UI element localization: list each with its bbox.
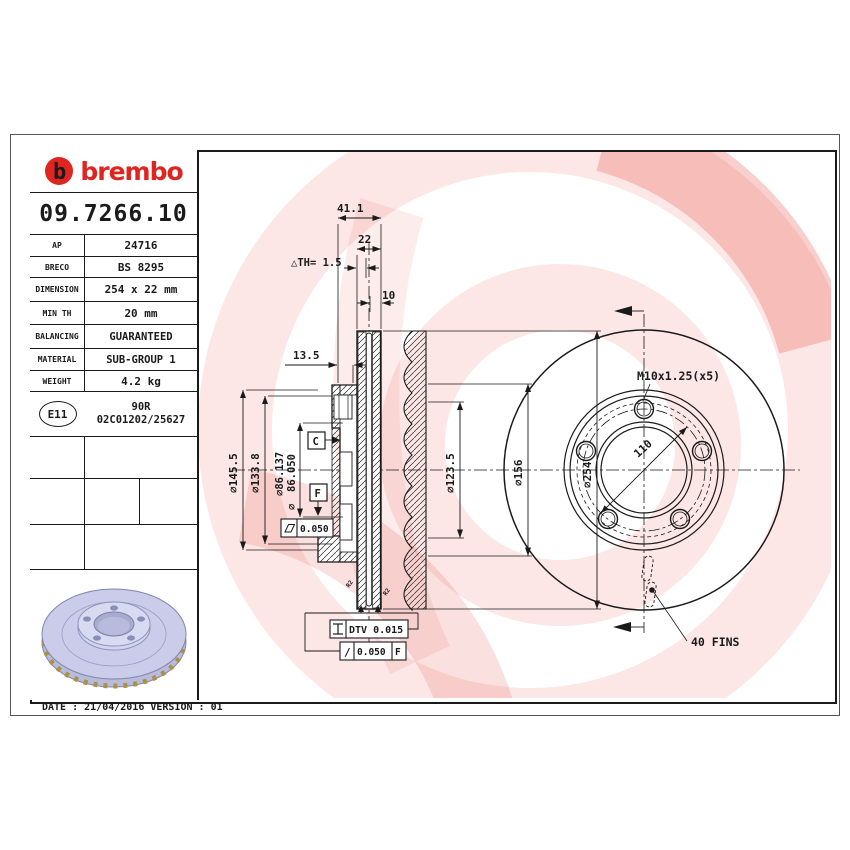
dim-wear-limit: △TH= 1.5 [291,257,342,269]
dia-133-8: ∅133.8 [249,453,262,493]
svg-text:C: C [312,436,319,448]
bolt-hole-section [334,395,352,419]
fins-leader [653,591,687,641]
dia-254: ∅254 [581,461,594,488]
row-label: WEIGHT [30,371,85,391]
table-row [30,235,197,257]
dim-offset: 13.5 [293,349,320,362]
svg-text:F: F [395,647,401,658]
empty-row [30,437,197,479]
vent-fins-section [404,331,426,610]
row-label: MATERIAL [30,349,85,370]
dtv-frame [330,620,408,638]
date-version: DATE : 21/04/2016 VERSION : 01 [42,702,223,713]
row-value: 4.2 kg [121,374,161,388]
product-photo-cell [30,570,197,700]
table-row [30,257,197,278]
row-label: BALANCING [30,325,85,348]
radius-note-left: R2 [344,579,355,590]
dia-156: ∅156 [512,459,525,486]
dim-plate: 10 [382,289,396,302]
row-value: GUARANTEED [109,330,173,343]
table-row [30,278,197,302]
technical-drawing [199,152,831,698]
flatness-frame [281,519,333,537]
homologation-row [30,392,197,437]
brembo-watermark [235,152,825,698]
table-row [30,371,197,392]
row-value: SUB-GROUP 1 [106,353,176,366]
logo-cell [30,150,197,193]
part-number: 09.7266.10 [30,193,197,235]
row-label: BRECO [30,257,85,277]
table-row [30,325,197,349]
e-mark: E11 [39,401,77,427]
homologation-line1: 90R [131,400,151,413]
svg-text:F: F [314,488,321,500]
row-label: MIN TH [30,302,85,324]
svg-text:b: b [53,160,67,185]
empty-row [30,525,197,570]
row-label: AP [30,235,85,256]
vent-channel [366,333,371,606]
dia-86-hi: ∅86.137 [274,451,286,496]
runout-icon: / [344,646,351,659]
thread-label: M10x1.25(x5) [637,369,721,383]
dia-123-5: ∅123.5 [444,453,457,493]
brembo-logo-text: brembo [80,156,183,186]
row-value: BS 8295 [117,260,165,274]
svg-text:DTV 0.015: DTV 0.015 [349,625,404,636]
empty-row [30,479,197,525]
bcd-label: 110 [631,437,655,461]
row-value: 20 mm [124,306,158,320]
brake-disc-photo [30,570,197,700]
table-row [30,349,197,371]
spec-table [30,150,199,700]
row-value: 24716 [124,239,158,252]
dia-86-symbol: ∅ [286,503,298,510]
runout-frame [340,642,406,660]
svg-text:0.050: 0.050 [357,647,386,658]
dim-disc-thickness: 22 [358,233,372,246]
row-value: 254 x 22 mm [104,283,178,296]
dia-86-lo: 86.050 [286,454,298,492]
row-label: DIMENSION [30,278,85,301]
svg-text:0.050: 0.050 [300,524,329,535]
dim-total-width: 41.1 [337,202,364,215]
brembo-logo-icon [44,156,74,186]
homologation-line2: 02C01202/25627 [96,414,186,426]
dia-145-5: ∅145.5 [227,453,240,493]
fins-label: 40 FINS [691,635,740,649]
homologation-number [85,392,197,436]
table-row [30,302,197,325]
radius-note-right: R2 [381,587,392,598]
